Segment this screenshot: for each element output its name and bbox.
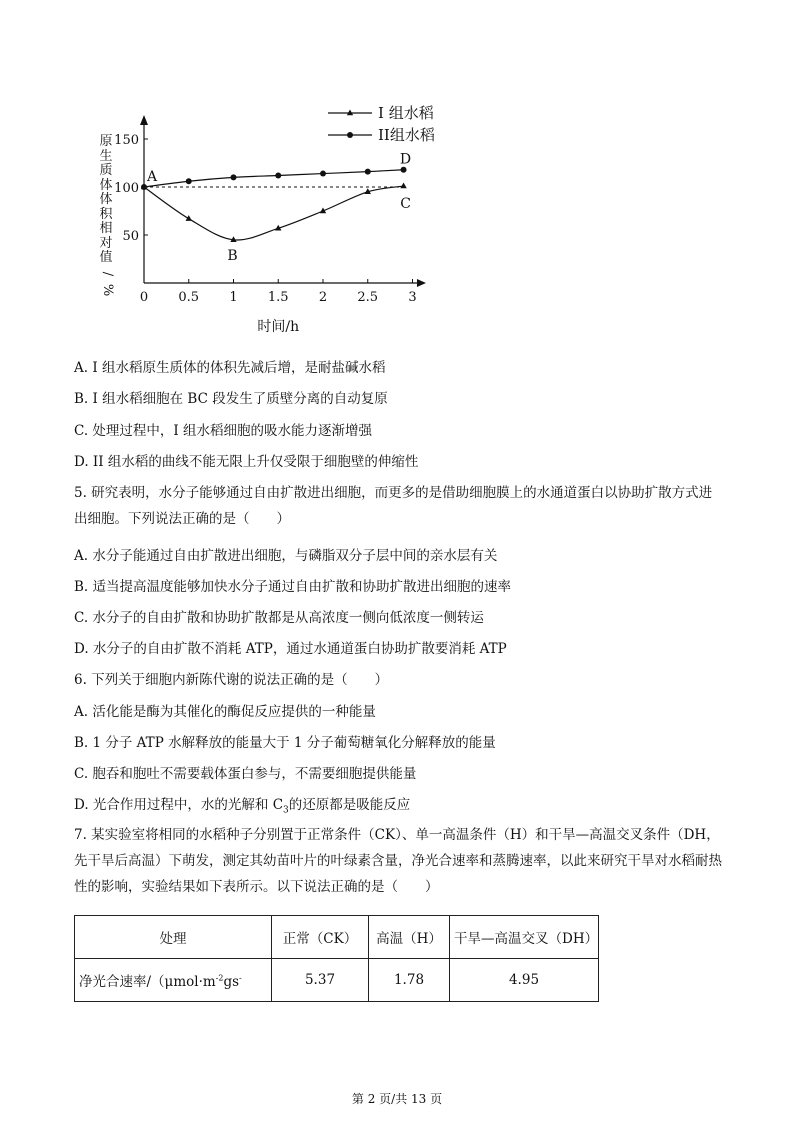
point-label: D: [399, 151, 412, 168]
series-line: [144, 170, 404, 187]
q6-option-c: C. 胞吞和胞吐不需要载体蛋白参与，不需要细胞提供能量: [74, 766, 417, 782]
table-cell: 4.95: [450, 959, 599, 1002]
table-header-cell: 正常（CK）: [272, 916, 369, 959]
chart-y-axis-label: 原 生 质 体 体 积 相 对 值 / %: [99, 134, 115, 296]
data-point-circle: [320, 171, 326, 177]
x-tick-label: 0.5: [178, 290, 200, 305]
q5-option-c: C. 水分子的自由扩散和协助扩散都是从高浓度一侧向低浓度一侧转运: [74, 610, 484, 626]
legend-label: I 组水稻: [378, 104, 434, 122]
x-tick-label: 1: [229, 290, 238, 305]
data-point-circle: [231, 174, 237, 180]
y-tick-label: 100: [114, 181, 139, 196]
q4-option-b: B. I 组水稻细胞在 BC 段发生了质壁分离的自动复原: [74, 391, 388, 407]
q7-stem: 7. 某实验室将相同的水稻种子分别置于正常条件（CK）、单一高温条件（H）和干旱—高温交叉条件（DH，先干旱后高温）下萌发，测定其幼苗叶片的叶绿素含量，净光合速率和蒸腾速率，以此来研究干旱对水稻耐热性的影响，实验结果如下表所示。以下说法正确的是（ ）: [74, 827, 722, 895]
data-point-triangle: [400, 183, 406, 189]
q6-option-d: D. 光合作用过程中，水的光解和 $C_3$的还原都是吸能反应: [74, 797, 411, 816]
results-table: [74, 915, 599, 1002]
q5-option-d: D. 水分子的自由扩散不消耗 ATP，通过水通道蛋白协助扩散要消耗 ATP: [74, 641, 507, 657]
legend-label: II组水稻: [378, 126, 435, 144]
x-tick-label: 3: [408, 290, 417, 305]
page-footer: 第 2 页/共 13 页: [351, 1092, 443, 1106]
table-header-row: [75, 916, 599, 959]
q5-stem: 5. 研究表明，水分子能够通过自由扩散进出细胞，而更多的是借助细胞膜上的水通道蛋白以协助扩散方式进出细胞。下列说法正确的是（ ）: [74, 485, 713, 527]
line-chart: [80, 95, 450, 335]
q4-option-a: A. I 组水稻原生质体的体积先减后增，是耐盐碱水稻: [74, 360, 386, 376]
data-point-circle: [186, 178, 192, 184]
point-label: C: [400, 196, 411, 213]
q5-option-a: A. 水分子能通过自由扩散进出细胞，与磷脂双分子层中间的亲水层有关: [74, 548, 498, 564]
table-header-cell: 干旱—高温交叉（DH）: [450, 916, 599, 959]
q6-option-a: A. 活化能是酶为其催化的酶促反应提供的一种能量: [74, 704, 376, 720]
q5-option-b: B. 适当提高温度能够加快水分子通过自由扩散和协助扩散进出细胞的速率: [74, 579, 512, 595]
figure-chart: [80, 95, 450, 335]
data-point-circle: [275, 172, 281, 178]
point-label: B: [227, 247, 238, 264]
x-tick-label: 0: [139, 290, 149, 305]
q4-option-d: D. II 组水稻的曲线不能无限上升仅受限于细胞壁的伸缩性: [74, 454, 419, 470]
table-row: [75, 959, 599, 1002]
table-cell: 1.78: [369, 959, 450, 1002]
legend-marker-circle: [347, 132, 353, 138]
q4-option-c: C. 处理过程中，I 组水稻细胞的吸水能力逐渐增强: [74, 423, 373, 439]
q6-stem: 6. 下列关于细胞内新陈代谢的说法正确的是（ ）: [74, 672, 389, 688]
q6-option-b: B. 1 分子 ATP 水解释放的能量大于 1 分子葡萄糖氧化分解释放的能量: [74, 735, 496, 751]
point-label: A: [146, 169, 158, 185]
data-point-circle: [365, 169, 371, 175]
table-header-cell: 处理: [75, 916, 272, 959]
series-line: [144, 186, 404, 240]
y-tick-label: 150: [114, 133, 139, 148]
x-tick-label: 2.5: [357, 290, 379, 305]
x-tick-label: 1.5: [267, 290, 289, 305]
y-axis-arrow: [140, 115, 148, 125]
x-axis-label: 时间/h: [257, 319, 300, 335]
legend-marker-triangle: [347, 110, 353, 116]
table-row-label: 净光合速率$/(\mu mol\cdot m^{-2}gs^-$: [75, 959, 272, 1002]
table-header-cell: 高温（H）: [369, 916, 450, 959]
data-point-triangle: [186, 215, 192, 221]
x-axis-arrow: [417, 279, 426, 287]
y-tick-label: 50: [122, 229, 139, 244]
x-tick-label: 2: [318, 290, 328, 305]
table-cell: 5.37: [272, 959, 369, 1002]
